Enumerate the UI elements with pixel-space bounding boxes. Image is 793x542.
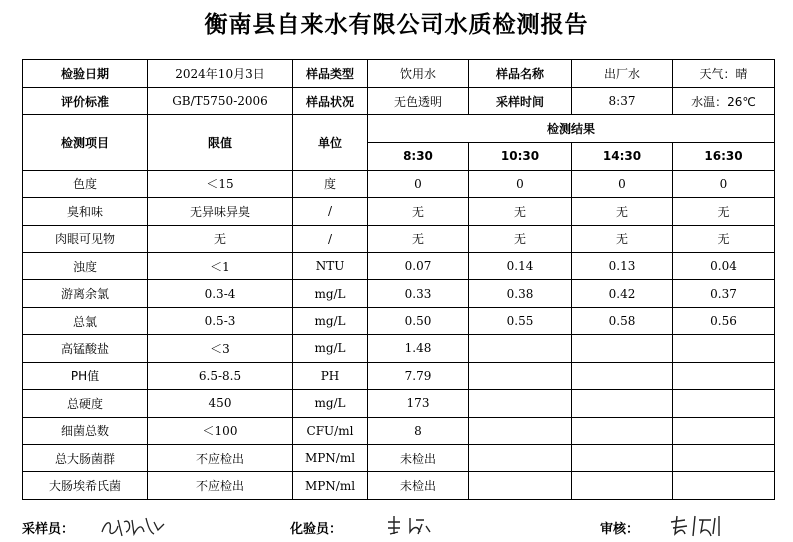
result-cell: 0.37 (673, 280, 775, 307)
item-cell: PH值 (23, 362, 148, 389)
item-cell: 臭和味 (23, 198, 148, 225)
table-row (23, 253, 775, 280)
header-row-1 (23, 60, 775, 88)
limit-cell: ＜3 (148, 335, 293, 362)
result-cell (572, 335, 673, 362)
result-cell: 无 (469, 225, 572, 252)
limit-cell: 0.5-3 (148, 307, 293, 334)
result-cell: 无 (368, 225, 469, 252)
reviewer-label: 审核： (600, 522, 640, 537)
limit-cell: 无 (148, 225, 293, 252)
unit-column-header: 单位 (293, 115, 368, 170)
result-cell (469, 362, 572, 389)
date-label: 检验日期 (23, 60, 148, 88)
table-row (23, 280, 775, 307)
table-row (23, 390, 775, 417)
result-cell: 0.14 (469, 253, 572, 280)
sample-state-value: 无色透明 (368, 87, 469, 115)
report-title: 衡南县自来水有限公司水质检测报告 (204, 12, 589, 38)
item-cell: 细菌总数 (23, 417, 148, 444)
sample-time-label: 采样时间 (469, 87, 572, 115)
table-row (23, 472, 775, 500)
result-cell: 无 (673, 198, 775, 225)
result-cell (673, 417, 775, 444)
result-cell: 无 (368, 198, 469, 225)
unit-cell: CFU/ml (293, 417, 368, 444)
table-row (23, 225, 775, 252)
result-cell: 0 (469, 170, 572, 197)
unit-cell: mg/L (293, 335, 368, 362)
table-row (23, 335, 775, 362)
item-cell: 浊度 (23, 253, 148, 280)
signature-footer (22, 512, 774, 540)
result-cell: 1.48 (368, 335, 469, 362)
column-header-row-1 (23, 115, 775, 143)
sample-state-label: 样品状况 (293, 87, 368, 115)
result-cell (469, 444, 572, 471)
result-cell (572, 472, 673, 500)
result-cell: 0 (572, 170, 673, 197)
limit-cell: 450 (148, 390, 293, 417)
result-cell (572, 444, 673, 471)
item-cell: 高锰酸盐 (23, 335, 148, 362)
result-cell: 7.79 (368, 362, 469, 389)
table-row (23, 444, 775, 471)
time-header-1: 8:30 (368, 143, 469, 171)
unit-cell: MPN/ml (293, 472, 368, 500)
result-cell (673, 444, 775, 471)
result-cell: 0.38 (469, 280, 572, 307)
header-row-2 (23, 87, 775, 115)
limit-cell: 0.3-4 (148, 280, 293, 307)
item-cell: 大肠埃希氏菌 (23, 472, 148, 500)
time-header-2: 10:30 (469, 143, 572, 171)
sampler-signature (98, 512, 176, 540)
standard-value: GB/T5750-2006 (148, 87, 293, 115)
result-cell (469, 472, 572, 500)
result-cell: 0.13 (572, 253, 673, 280)
result-cell: 0.56 (673, 307, 775, 334)
time-header-4: 16:30 (673, 143, 775, 171)
result-cell: 无 (572, 198, 673, 225)
result-cell: 0.42 (572, 280, 673, 307)
unit-cell: 度 (293, 170, 368, 197)
table-row (23, 362, 775, 389)
item-cell: 总大肠菌群 (23, 444, 148, 471)
standard-label: 评价标准 (23, 87, 148, 115)
limit-column-header: 限值 (148, 115, 293, 170)
item-cell: 肉眼可见物 (23, 225, 148, 252)
result-cell (572, 390, 673, 417)
sampler-label: 采样员： (22, 522, 75, 537)
weather-value: 天气：晴 (673, 60, 775, 88)
table-row (23, 307, 775, 334)
water-temp-value: 水温：26℃ (673, 87, 775, 115)
result-cell: 无 (673, 225, 775, 252)
result-cell (469, 335, 572, 362)
limit-cell: 不应检出 (148, 444, 293, 471)
result-cell: 无 (572, 225, 673, 252)
result-cell (673, 390, 775, 417)
tester-signature (382, 512, 438, 540)
results-column-header: 检测结果 (368, 115, 775, 143)
tester-label: 化验员： (290, 522, 343, 537)
limit-cell: ＜15 (148, 170, 293, 197)
result-cell: 0 (368, 170, 469, 197)
item-cell: 总硬度 (23, 390, 148, 417)
result-cell: 173 (368, 390, 469, 417)
unit-cell: mg/L (293, 280, 368, 307)
limit-cell: 无异味异臭 (148, 198, 293, 225)
sample-type-value: 饮用水 (368, 60, 469, 88)
sample-name-label: 样品名称 (469, 60, 572, 88)
result-cell: 0 (673, 170, 775, 197)
result-cell (469, 390, 572, 417)
result-cell (673, 362, 775, 389)
table-row (23, 170, 775, 197)
item-cell: 色度 (23, 170, 148, 197)
result-cell (673, 472, 775, 500)
limit-cell: ＜1 (148, 253, 293, 280)
result-cell: 0.50 (368, 307, 469, 334)
table-row (23, 198, 775, 225)
unit-cell: MPN/ml (293, 444, 368, 471)
unit-cell: PH (293, 362, 368, 389)
result-cell (572, 362, 673, 389)
unit-cell: NTU (293, 253, 368, 280)
reviewer-signature (667, 512, 737, 540)
table-row (23, 417, 775, 444)
unit-cell: mg/L (293, 307, 368, 334)
result-cell: 未检出 (368, 444, 469, 471)
sample-name-value: 出厂水 (572, 60, 673, 88)
sample-type-label: 样品类型 (293, 60, 368, 88)
result-cell (469, 417, 572, 444)
sample-time-value: 8:37 (572, 87, 673, 115)
time-header-3: 14:30 (572, 143, 673, 171)
item-column-header: 检测项目 (23, 115, 148, 170)
result-cell (572, 417, 673, 444)
limit-cell: 6.5-8.5 (148, 362, 293, 389)
result-cell: 无 (469, 198, 572, 225)
unit-cell: mg/L (293, 390, 368, 417)
limit-cell: ＜100 (148, 417, 293, 444)
result-cell: 0.04 (673, 253, 775, 280)
date-value: 2024年10月3日 (148, 60, 293, 88)
unit-cell: / (293, 198, 368, 225)
result-cell: 0.33 (368, 280, 469, 307)
result-cell: 未检出 (368, 472, 469, 500)
limit-cell: 不应检出 (148, 472, 293, 500)
unit-cell: / (293, 225, 368, 252)
report-table (22, 59, 775, 500)
result-cell: 0.07 (368, 253, 469, 280)
item-cell: 总氯 (23, 307, 148, 334)
item-cell: 游离余氯 (23, 280, 148, 307)
result-cell: 8 (368, 417, 469, 444)
result-cell: 0.55 (469, 307, 572, 334)
result-cell: 0.58 (572, 307, 673, 334)
result-cell (673, 335, 775, 362)
